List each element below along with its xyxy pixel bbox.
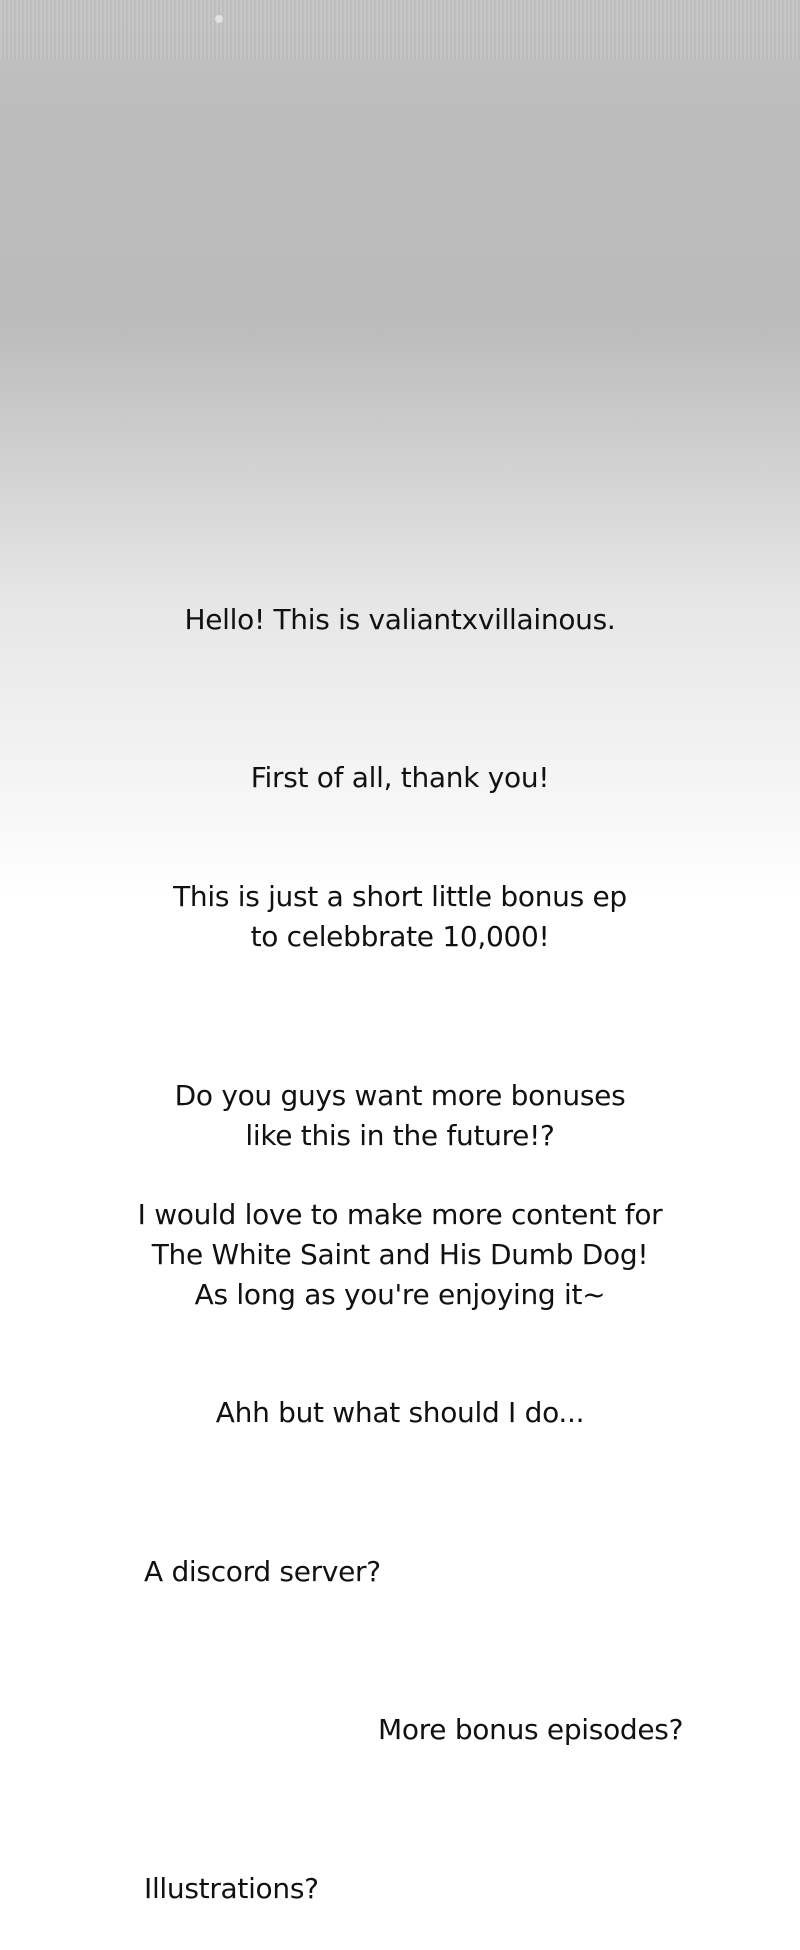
- thinking-text: Ahh but what should I do...: [215, 1396, 585, 1429]
- content-text-line-3: As long as you're enjoying it~: [194, 1278, 606, 1311]
- content-text-line-2: The White Saint and His Dumb Dog!: [151, 1238, 649, 1271]
- content-text-line-1: I would love to make more content for: [137, 1198, 663, 1231]
- bonus-text-line-1: This is just a short little bonus ep: [173, 880, 627, 913]
- bonus-text-line-2: to celebbrate 10,000!: [250, 920, 550, 953]
- illustrations-option-text: Illustrations?: [144, 1872, 319, 1905]
- discord-option-text: A discord server?: [144, 1555, 381, 1588]
- greeting-text: Hello! This is valiantxvillainous.: [184, 603, 616, 636]
- question-text-line-1: Do you guys want more bonuses: [174, 1079, 626, 1112]
- bonus-episodes-option-text: More bonus episodes?: [378, 1713, 684, 1746]
- thanks-text: First of all, thank you!: [250, 761, 550, 794]
- decorative-speck: [215, 15, 223, 23]
- question-text-line-2: like this in the future!?: [245, 1119, 555, 1152]
- top-texture: [0, 0, 800, 60]
